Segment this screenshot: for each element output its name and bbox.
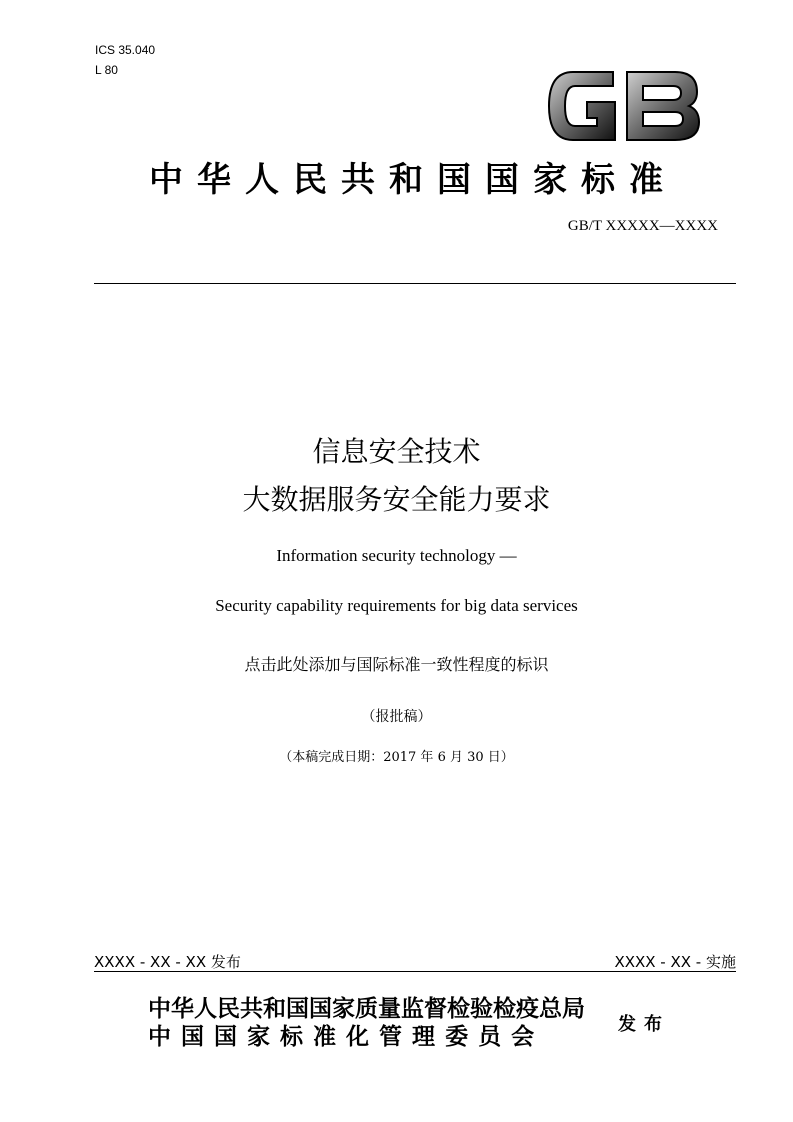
consistency-note[interactable]: 点击此处添加与国际标准一致性程度的标识 xyxy=(244,655,549,674)
completion-date: （本稿完成日期：2017 年 6 月 30 日） xyxy=(279,750,514,765)
national-standard-heading: 中华人民共和国国家标准 xyxy=(149,160,677,200)
issuer-line2: 中 国 国 家 标 准 化 管 理 委 员 会 xyxy=(148,1024,536,1050)
ccs-code: L 80 xyxy=(95,63,118,77)
title-cn-line2: 大数据服务安全能力要求 xyxy=(242,483,551,516)
title-cn-line1: 信息安全技术 xyxy=(312,435,481,468)
header-divider xyxy=(94,283,736,284)
standard-number: GB/T XXXXX—XXXX xyxy=(567,218,718,234)
publish-date: XXXX - XX - XX 发布 xyxy=(94,953,241,971)
issue-label: 发布 xyxy=(618,1014,670,1035)
draft-status: （报批稿） xyxy=(361,709,432,725)
classification-codes xyxy=(95,40,155,80)
title-en-line2: Security capability requirements for big data services xyxy=(215,596,578,615)
title-en-line1: Information security technology — xyxy=(276,546,517,565)
footer-divider xyxy=(94,971,736,972)
issuer-line1: 中华人民共和国国家质量监督检验检疫总局 xyxy=(148,996,585,1022)
gb-logo xyxy=(543,62,703,150)
implement-date: XXXX - XX - 实施 xyxy=(614,953,736,971)
ics-code: ICS 35.040 xyxy=(95,43,156,57)
